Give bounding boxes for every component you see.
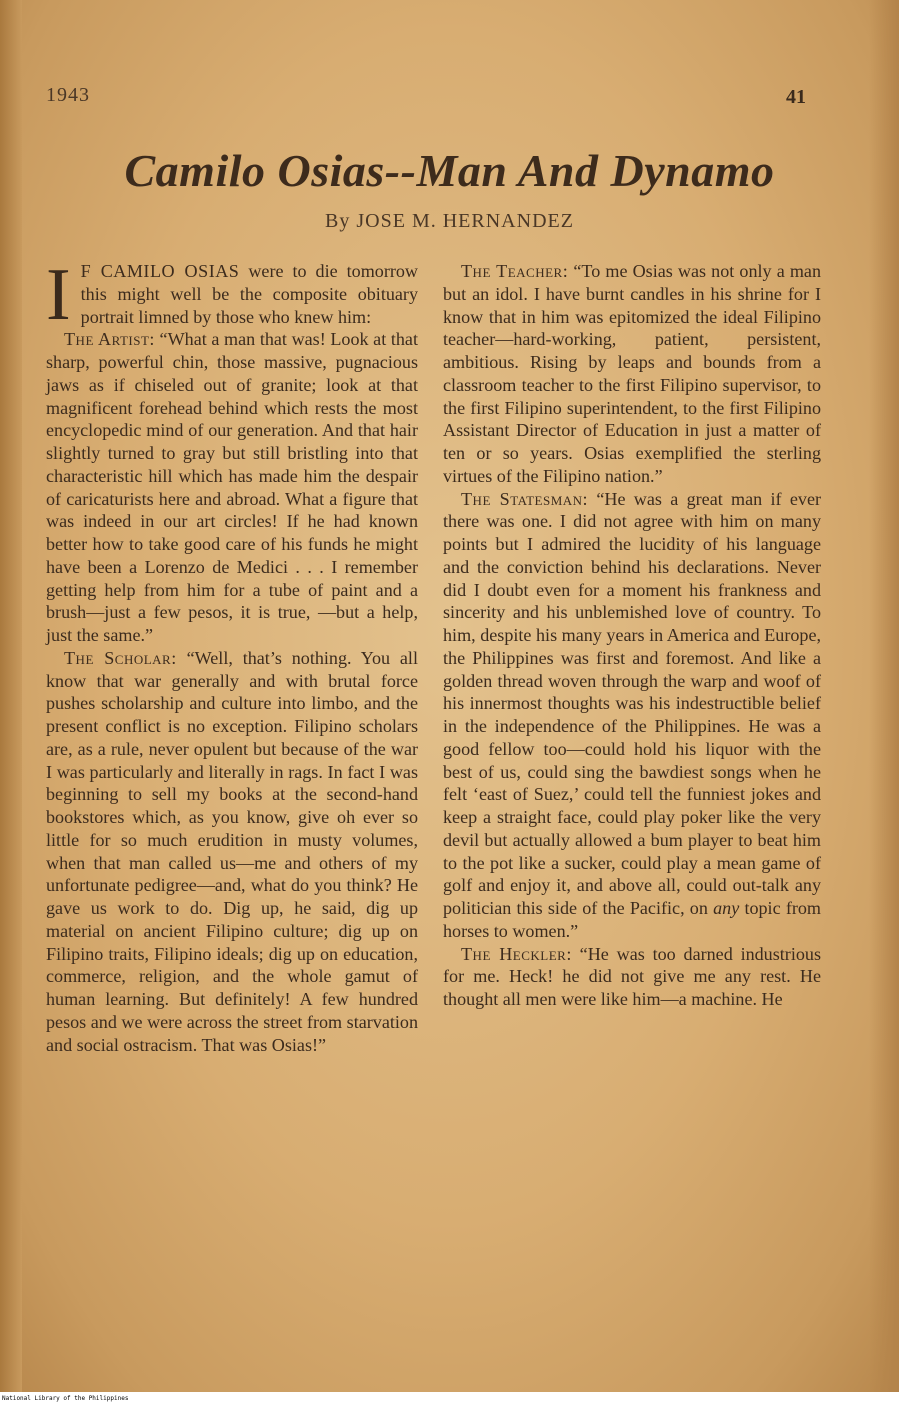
heckler-paragraph (443, 943, 821, 1011)
statesman-emphasis: any (713, 898, 740, 918)
intro-lead: F CAMILO OSIAS (80, 261, 240, 281)
article-byline: By JOSE M. HERNANDEZ (325, 210, 574, 232)
heckler-text: “He was too darned industrious for me. Heck! he did not give me any rest. He thought all men were like him—a machine. He (443, 943, 821, 1009)
scholar-text: “Well, that’s nothing. You all know that war generally and with brutal force pushes scholarship and culture into limbo, and the present conflict is no exception. Filipino scholars are, as a rule, never opulent but because of the war I was particularly and literally in rags. In fact I was beginning to sell my books at the second-hand bookstores which, as you know, give oh ever so little for so much erudition in musty volumes, when that man called us—me and others of my unfortunate pedigree—and, what do you think? He gave us work to do. Dig up, he said, dig up material on ancient Filipino culture; dig up on Filipino traits, Filipino ideals; dig up on education, commerce, religion, and the whole gamut of human learning. But definitely! A few hundred pesos and we were across the street from starvation and social ostracism. That was Osias!” (46, 647, 418, 1055)
artist-label: The Artist: (64, 329, 155, 350)
intro-paragraph (46, 254, 418, 336)
artist-text: “What a man that was! Look at that sharp, powerful chin, those massive, pugnacious jaws as if chiseled out of granite; look at that magnificent forehead behind which rests the most encyclopedic mind of our generation. And that hair slightly turned to gray but still bristling into that characteristic hill which has made him the despair of caricaturists here and abroad. What a figure that was indeed in our art circles! If he had known better how to take good care of his funds he might have been a Lorenzo de Medici . . . I remember getting help from him for a tube of paint and a brush—just a few pesos, it is true, —but a help, just the same.” (46, 329, 418, 645)
page-number: 41 (786, 86, 806, 108)
page-edge-left (0, 0, 22, 1392)
page-edge-right (869, 0, 899, 1392)
drop-cap: I (46, 254, 71, 336)
column-left (46, 254, 418, 1056)
statesman-text: “He was a great man if ever there was one. I did not agree with him on many points but I admired the lucidity of his language and the conviction behind his declarations. Never did I doubt even for a moment his frankness and sincerity and his unblemished love of country. To him, despite his many years in America and Europe, the Philippines was first and foremost. And like a golden thread woven through the warp and woof of his innermost thoughts was his indestructible belief in the independence of the Philippines. He was a good fellow too—could hold his liquor with the best of us, could sing the bawdiest songs when he felt ‘east of Suez,’ could tell the funniest jokes and keep a straight face, could play poker like the very devil but actually allowed a bum player to beat him to the pot like a sucker, could play a mean game of golf and enjoy it, and above all, could out-talk any politician this side of the Pacific, on (443, 488, 821, 918)
statesman-paragraph (443, 488, 821, 943)
article-title: Camilo Osias--Man And Dynamo (124, 145, 775, 196)
library-credit: National Library of the Philippines (2, 1395, 129, 1402)
scholar-paragraph (46, 647, 418, 1057)
statesman-text-end: topic from horses to women.” (443, 898, 821, 941)
teacher-label: The Teacher: (461, 261, 569, 281)
teacher-paragraph (443, 260, 821, 488)
statesman-label: The Statesman: (461, 488, 589, 509)
artist-paragraph (46, 328, 418, 647)
scholar-label: The Scholar: (64, 647, 177, 668)
teacher-text: “To me Osias was not only a man but an idol. I have burnt candles in his shrine for I know that in him was epitomized the ideal Filipino teacher—hard-working, patient, persistent, ambitious. Rising by leaps and bounds from a classroom teacher to the first Filipino supervisor, to the first Filipino superintendent, to the first Filipino Assistant Director of Education in just a matter of ten or so years. Osias exemplified the sterling virtues of the Filipino nation.” (443, 261, 821, 486)
column-right (443, 260, 821, 1011)
heckler-label: The Heckler: (461, 943, 572, 964)
header-year: 1943 (46, 84, 90, 106)
intro-text: were to die tomorrow this might well be the composite obituary portrait limned by those who knew him: (80, 261, 418, 327)
